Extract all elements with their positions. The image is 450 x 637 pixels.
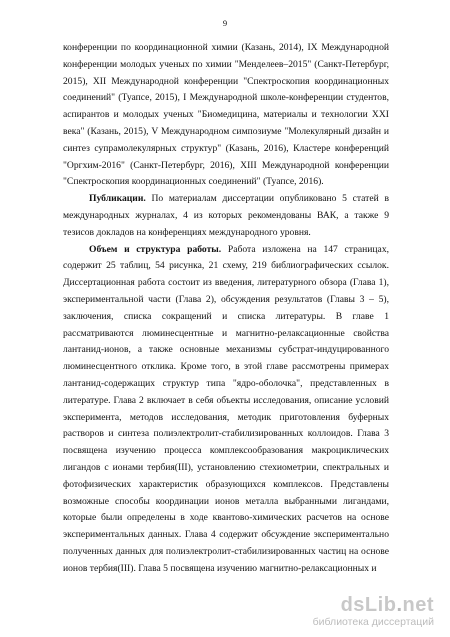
logo-dot: . (396, 594, 403, 616)
paragraph-lead: Публикации. (89, 193, 146, 205)
paragraph-structure (63, 242, 389, 578)
paragraph-lead: Объем и структура работы. (89, 243, 222, 255)
watermark-logo (274, 594, 434, 616)
paragraph-publications (63, 191, 389, 241)
watermark-subtitle: библиотека диссертаций (312, 616, 434, 628)
paragraph-text: По материалам диссертации опубликовано 5 статей в международных журналах, 4 из которых рекомендованы ВАК, а также 9 тезисов докладов на конференциях международного уровня. (63, 193, 389, 238)
page-number: 9 (222, 18, 228, 28)
paragraph-text: Работа изложена на 147 страницах, содержит 25 таблиц, 54 рисунка, 21 схему, 219 библиографических ссылок. Диссертационная работа состоит из введения, литературного обзора (Глава 1), экспериментальной части (Глава 2), обсуждения результатов (Главы 3 – 5), заключения, списка сокращений и списка литературы. В главе 1 рассматриваются люминесцентные и магнитно-релаксационные свойства лантанид-ионов, а также основные механизмы субстрат-индуцированного люминесцентного отклика. Кроме того, в этой главе рассмотрены примерах лантанид-содержащих структур типа "ядро-оболочка", представленных в литературе. Глава 2 включает в себя объекты исследования, описание условий эксперимента, методов исследования, методик приготовления буферных растворов и синтеза полиэлектролит-стабилизированных коллоидов. Глава 3 посвящена изучению процесса комплексообразования макроциклических лигандов с ионами тербия(III), установлению стехиометрии, спектральных и фотофизических характеристик образующихся комплексов. Представлены возможные способы координации ионов металла выбранными лигандами, которые были определены в ходе квантово-химических расчетов на основе экспериментальных данных. Глава 4 содержит обсуждение экспериментально полученных данных для полиэлектролит-стабилизированных частиц на основе ионов тербия(III). Глава 5 посвящена изучению магнитно-релаксационных и (63, 243, 390, 574)
paragraph-text: конференции по координационной химии (Казань, 2014), IX Международной конференции молодых ученых по химии "Менделеев–2015" (Санкт-Петербург, 2015), XII Международной конференции "Спектроскопия координационных соединений" (Туапсе, 2015), I Международной школе-конференции студентов, аспирантов и молодых ученых "Биомедицина, материалы и технологии XXI века" (Казань, 2015), V Международном симпозиуме "Молекулярный дизайн и синтез супрамолекулярных структур" (Казань, 2016), Кластере конференций "Оргхим-2016" (Санкт-Петербург, 2016), XIII Международной конференции "Спектроскопия координационных соединений" (Туапсе, 2016). (63, 42, 389, 188)
body-text (63, 40, 389, 578)
logo-main: dsLib (340, 594, 397, 616)
dslib-watermark (274, 594, 434, 629)
logo-tld: net (402, 594, 434, 616)
paragraph-conferences (63, 40, 389, 191)
